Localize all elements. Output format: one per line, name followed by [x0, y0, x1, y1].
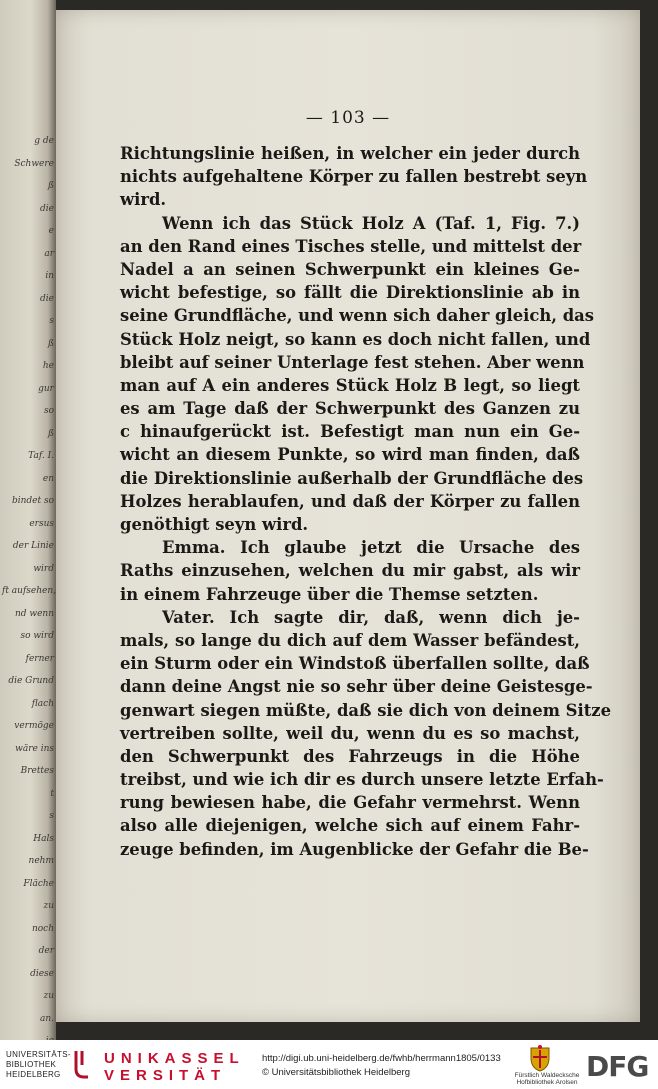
left-page-fragment: ferner [25, 653, 54, 664]
text-line: rung bewiesen habe, die Gefahr vermehrst. Wenn [120, 793, 580, 813]
left-page-fragment: ft aufsehen, [2, 586, 57, 596]
text-line: genwart siegen müßte, daß sie dich von deinem Sitze [120, 700, 612, 720]
text-line: Stück Holz neigt, so kann es doch nicht fallen, und [120, 329, 591, 349]
left-page-fragment: zu [43, 991, 54, 1001]
left-page-fragment: der Linie [12, 541, 54, 551]
left-page-fragment: s [49, 316, 54, 326]
text-line: Richtungslinie heißen, in welcher ein jeder durch [120, 144, 580, 163]
text-line: vertreiben sollte, weil du, wenn du es so machst, [120, 723, 580, 743]
text-line: Nadel a an seinen Schwerpunkt ein kleines Ge- [120, 259, 580, 279]
waldeck-crest-icon [528, 1044, 552, 1072]
text-line: ein Sturm oder ein Windstoß überfallen sollte, daß [120, 654, 590, 674]
text-line: wird. [120, 190, 167, 210]
copyright-text: © Universitätsbibliothek Heidelberg [262, 1067, 410, 1078]
text-line: Holzes herablaufen, und daß der Körper zu fallen [120, 491, 580, 511]
left-page-fragment: ersus [29, 518, 54, 529]
left-page-fragment: die [40, 293, 54, 304]
left-page-fragment: t [50, 788, 54, 799]
left-page-fragment: flach [31, 698, 54, 709]
ub-logo-line: HEIDELBERG [6, 1070, 61, 1079]
left-page-fragment: wäre ins [15, 743, 54, 754]
left-page-fragment: wird [33, 563, 54, 574]
arolsen-line: Fürstlich Waldecksche [514, 1072, 580, 1079]
text-line: c hinaufgerückt ist. Befestigt man nun ein Ge- [120, 422, 580, 442]
uni-kassel-logo [104, 1050, 245, 1084]
text-line: also alle diejenigen, welche sich auf einem Fahr- [120, 816, 580, 836]
text-line: den Schwerpunkt des Fahrzeugs in die Höhe [120, 746, 580, 766]
footer-bar [0, 1040, 658, 1089]
left-page-fragment: ß [47, 181, 54, 191]
text-line: Raths einzusehen, welchen du mir gabst, als wir [120, 561, 580, 581]
ub-heidelberg-logo [6, 1050, 76, 1080]
left-page-fragment: die [40, 203, 54, 214]
text-line: es am Tage daß der Schwerpunkt des Ganzen zu [120, 399, 580, 419]
left-page-fragment: Schwere [14, 158, 54, 169]
text-line: bleibt auf seiner Unterlage fest stehen. Aber wenn [120, 352, 585, 372]
left-page-fragment: Brettes [20, 766, 54, 776]
text-line: wicht an diesem Punkte, so wird man finden, daß [120, 445, 580, 465]
left-page-fragment: nd wenn [14, 608, 54, 619]
left-page-fragment: Fläche [23, 878, 54, 889]
left-page-fragment: nehm [28, 856, 54, 866]
left-page-fragment: Hals [33, 833, 54, 844]
left-page-edge [0, 0, 56, 1040]
dfg-logo: DFG [586, 1050, 649, 1083]
arolsen-logo-text [512, 1072, 582, 1086]
left-page-fragment: zu [43, 901, 54, 911]
text-line: wicht befestige, so fällt die Direktionslinie ab in [120, 283, 580, 303]
text-line: seine Grundfläche, und wenn sich daher gleich, das [120, 306, 594, 326]
left-page-fragment: bindet so [11, 496, 54, 506]
left-page-fragment: vermöge [14, 721, 54, 731]
left-page-fragment: g de [34, 136, 54, 146]
kassel-line-2: VERSITÄT [104, 1067, 227, 1084]
text-line: genöthigt seyn wird. [120, 515, 309, 534]
kassel-line-1: UNIKASSEL [104, 1050, 245, 1067]
ub-logo-line: UNIVERSITÄTS- [6, 1050, 71, 1059]
left-page-fragment: in [45, 271, 54, 281]
left-page-fragment: noch [31, 923, 54, 934]
text-line: an den Rand eines Tisches stelle, und mittelst der [120, 236, 582, 256]
left-page-fragment: so [43, 406, 54, 416]
text-line: mals, so lange du dich auf dem Wasser befändest, [120, 630, 580, 650]
citation-block [262, 1052, 501, 1080]
page-body-text [120, 142, 612, 861]
permalink[interactable]: http://digi.ub.uni-heidelberg.de/fwhb/herrmann1805/0133 [262, 1053, 501, 1064]
left-page-fragment: der [38, 946, 54, 956]
text-line: die Direktionslinie außerhalb der Grundfläche des [120, 468, 584, 488]
left-page-fragment: diese [30, 968, 54, 979]
text-line: treibst, und wie ich dir es durch unsere letzte Erfah- [120, 770, 604, 790]
left-page-fragment: en [42, 473, 54, 484]
left-page-fragment: Taf. I. [28, 451, 54, 461]
text-line: Wenn ich das Stück Holz A (Taf. 1, Fig. 7.) [162, 213, 580, 233]
text-line: dann deine Angst nie so sehr über deine Geistesge- [120, 677, 593, 697]
left-page-fragment: ß [47, 338, 54, 349]
text-line: nichts aufgehaltene Körper zu fallen bestrebt seyn [120, 167, 588, 187]
text-line: zeuge befinden, im Augenblicke der Gefahr die Be- [120, 839, 589, 859]
left-page-fragment: ar [44, 248, 54, 259]
left-page-fragment: he [42, 361, 54, 371]
book-page [56, 10, 640, 1022]
text-line: man auf A ein anderes Stück Holz B legt, so liegt [120, 375, 580, 395]
ub-mark-icon [72, 1049, 92, 1079]
left-page-fragment: ß [47, 428, 54, 439]
left-page-fragment: gur [38, 383, 54, 394]
left-page-fragment: s [49, 811, 54, 821]
arolsen-line: Hofbibliothek Arolsen [516, 1079, 578, 1086]
left-page-fragment: an. [39, 1013, 54, 1024]
text-line: Emma. Ich glaube jetzt die Ursache des [162, 538, 580, 558]
left-page-fragment: e [48, 226, 54, 236]
text-line: Vater. Ich sagte dir, daß, wenn dich je- [162, 607, 580, 627]
left-page-fragment: die Grund [8, 676, 54, 686]
ub-logo-line: BIBLIOTHEK [6, 1060, 57, 1069]
text-line: in einem Fahrzeuge über die Themse setzten. [120, 584, 539, 604]
page-number: — 103 — [305, 108, 391, 128]
left-page-fragment: so wird [20, 631, 54, 641]
